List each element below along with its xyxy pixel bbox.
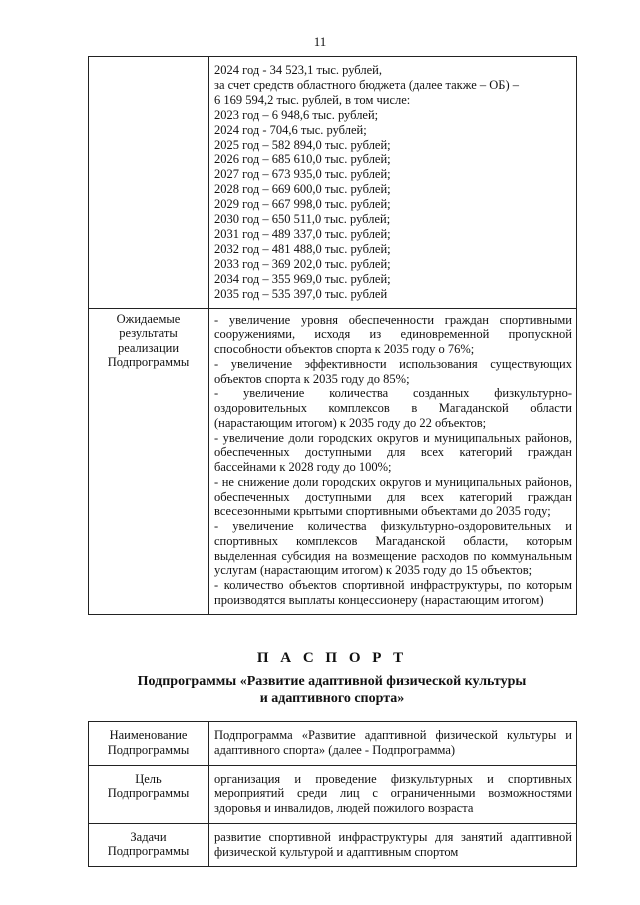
funding-row <box>89 57 577 309</box>
funding-line: 2026 год – 685 610,0 тыс. рублей; <box>214 152 391 167</box>
passport-subtitle-line-1: Подпрограммы «Развитие адаптивной физической культуры <box>137 674 527 689</box>
funding-line: 2032 год – 481 488,0 тыс. рублей; <box>214 241 391 256</box>
passport-title: П А С П О Р Т <box>256 650 408 666</box>
result-item: - увеличение доли городских округов и муниципальных районов, обеспеченных доступными для всех категорий граждан бассейнами к 2028 году до 100%; <box>214 430 572 474</box>
funding-line: 2028 год – 669 600,0 тыс. рублей; <box>214 182 391 197</box>
funding-line: 2027 год – 673 935,0 тыс. рублей; <box>214 167 391 182</box>
table-row <box>89 722 577 766</box>
funding-label-cell <box>89 57 209 309</box>
result-item: - не снижение доли городских округов и муниципальных районов, обеспеченных доступными для всех категорий граждан всесезонными крытыми спортивными объектами до 2035 году; <box>214 474 572 519</box>
funding-line: 2030 год – 650 511,0 тыс. рублей; <box>214 212 391 227</box>
funding-cell <box>209 57 577 309</box>
row-label: Цель Подпрограммы <box>89 765 209 823</box>
funding-line: 2024 год - 704,6 тыс. рублей; <box>214 122 367 137</box>
result-item: - увеличение количества физкультурно-оздоровительных и спортивных комплексов Магаданской области, которым выделенная субсидия на возмещение расходов по коммунальным услугам (нарастающим итогом) к 2035 году до 15 объектов; <box>214 519 572 578</box>
row-value <box>209 722 577 766</box>
funding-line: 2031 год – 489 337,0 тыс. рублей; <box>214 226 391 241</box>
funding-line: 2035 год – 535 397,0 тыс. рублей <box>214 286 388 301</box>
funding-line: 2025 год – 582 894,0 тыс. рублей; <box>214 137 391 152</box>
result-item: - увеличение эффективности использования существующих объектов спорта к 2035 году до 85%; <box>214 356 572 386</box>
funding-line: за счет средств областного бюджета (далее также – ОБ) – <box>214 77 520 92</box>
subprogram-passport-table-continued <box>88 56 577 615</box>
table-row <box>89 823 577 867</box>
result-item: - увеличение уровня обеспеченности граждан спортивными сооружениями, исходя из единовременной пропускной способности объектов спорта к 2035 году о 76%; <box>214 312 572 356</box>
row-value-text: организация и проведение физкультурных и спортивных мероприятий среди лиц с ограниченными возможностями здоровья и инвалидов, людей пожилого возраста <box>214 771 572 815</box>
expected-results-cell <box>209 308 577 614</box>
funding-line: 2023 год – 6 948,6 тыс. рублей; <box>214 107 379 122</box>
result-item: - увеличение количества созданных физкультурно-оздоровительных комплексов в Магаданской области (нарастающим итогом) к 2035 году до 22 объектов; <box>214 386 572 430</box>
expected-results-row <box>89 308 577 614</box>
result-item: - количество объектов спортивной инфраструктуры, по которым производятся выплаты концессионеру (нарастающим итогом) <box>214 578 572 607</box>
row-value <box>209 765 577 823</box>
funding-line: 2024 год - 34 523,1 тыс. рублей, <box>214 63 382 77</box>
row-label: Задачи Подпрограммы <box>89 823 209 867</box>
row-value-text: развитие спортивной инфраструктуры для занятий адаптивной физической культурой и адаптивным спортом <box>214 829 572 859</box>
adaptive-sport-passport-table <box>88 721 577 867</box>
row-label: Наименование Подпрограммы <box>89 722 209 766</box>
passport-subtitle-line-2: и адаптивного спорта» <box>259 691 405 706</box>
expected-results-label: Ожидаемые результаты реализации Подпрограммы <box>89 308 209 614</box>
page-number: 11 <box>313 34 327 49</box>
funding-line: 2033 год – 369 202,0 тыс. рублей; <box>214 256 391 271</box>
row-value-text: Подпрограмма «Развитие адаптивной физической культуры и адаптивного спорта» (далее - Подпрограмма) <box>214 728 572 757</box>
funding-line: 2034 год – 355 969,0 тыс. рублей; <box>214 271 391 286</box>
row-value <box>209 823 577 867</box>
table-row <box>89 765 577 823</box>
funding-line: 6 169 594,2 тыс. рублей, в том числе: <box>214 92 411 107</box>
funding-line: 2029 год – 667 998,0 тыс. рублей; <box>214 197 391 212</box>
